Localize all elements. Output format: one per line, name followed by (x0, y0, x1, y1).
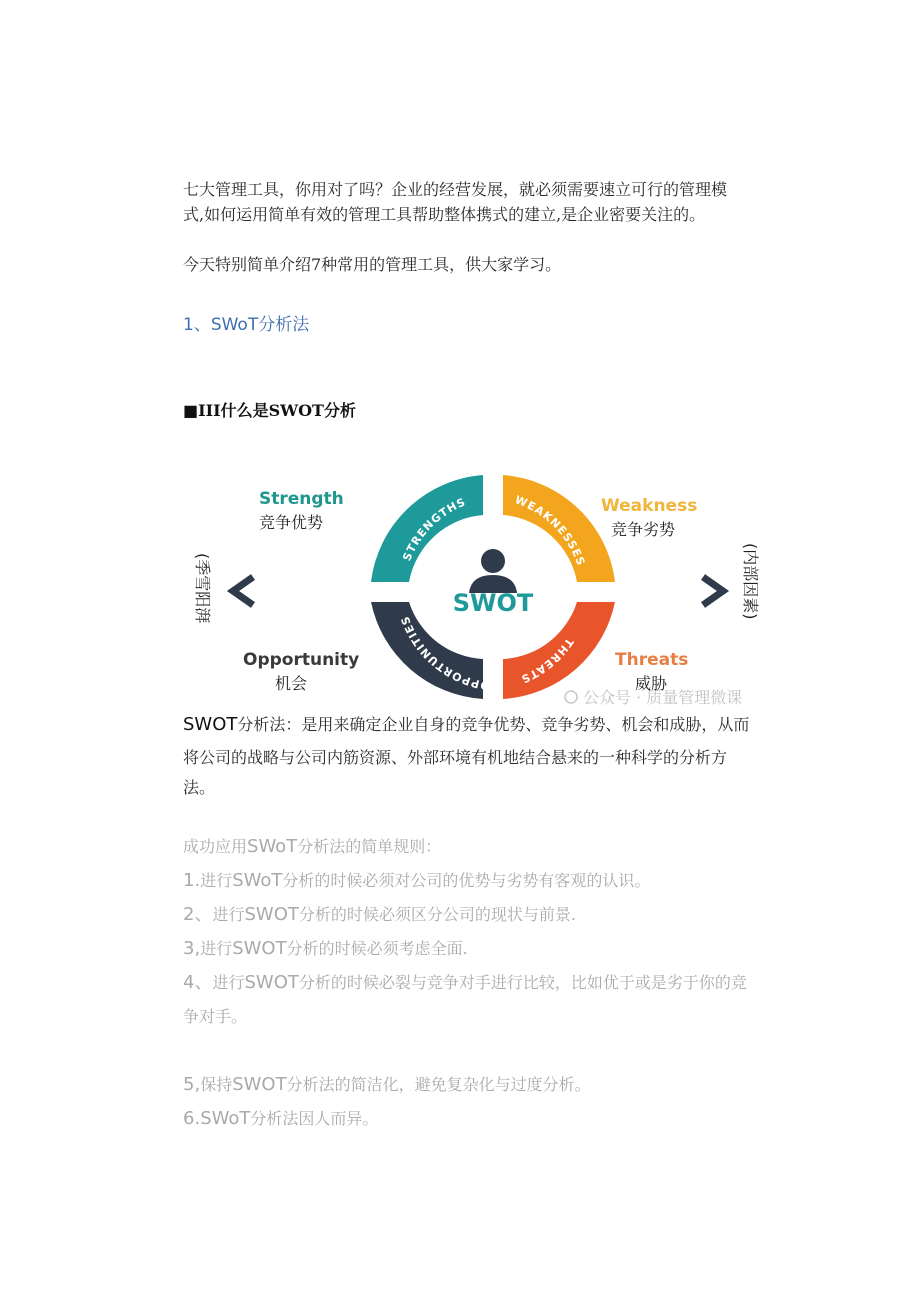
intro-line-1: 七大管理工具，你用对了吗？企业的经营发展，就必须需要速立可行的管理模 (183, 180, 728, 199)
right-vertical-label: (内部因素) (741, 543, 760, 620)
swot-center-label: SWOT (452, 589, 534, 617)
rule-item-1: 1.进行SWoT分析的时候必须对公司的优势与劣势有客观的认识。 (183, 870, 651, 891)
rule-item-2: 2、进行SWOT分析的时候必须区分公司的现状与前景. (183, 904, 576, 925)
left-vertical-label: (季雪阳湃 (193, 553, 212, 624)
rule-item-4: 4、进行SWOT分析的时候必裂与竞争对手进行比较，比如优于或是劣于你的竞 (183, 972, 747, 993)
definition-line-1-rest: 分析法：是用来确定企业自身的竞争优势、竞争劣势、机会和成胁，从而 (237, 715, 750, 734)
ring-label-opportunities: OPPORTUNITIES (398, 613, 491, 693)
intro-line-2: 式,如何运用简单有效的管理工具帮助整体携式的建立,是企业密要关注的。 (183, 205, 706, 224)
threats-en: Threats (615, 650, 689, 670)
section-1-title: 1、SWoT分析法 (183, 315, 310, 335)
rules-title: 成功应用SWoT分析法的简单规则： (183, 836, 442, 857)
rules-list (183, 830, 783, 1136)
strength-cn: 竞争优势 (259, 513, 324, 532)
rule-item-6: 6.SWoT分析法因人而异。 (183, 1108, 379, 1129)
watermark (565, 688, 742, 707)
chevron-right-icon (703, 577, 723, 605)
weakness-en: Weakness (601, 496, 698, 516)
intro-line-3: 今天特别简单介绍7种常用的管理工具，供大家学习。 (183, 255, 562, 274)
threats-cn: 威胁 (635, 674, 668, 693)
rule-item-3: 3,进行SWOT分析的时候必须考虑全面. (183, 938, 468, 959)
ring-label-weaknesses: WEAKNESSES (513, 493, 588, 568)
definition-lead: SWOT (183, 714, 238, 735)
opportunity-en: Opportunity (243, 650, 360, 670)
opportunity-cn: 机会 (275, 674, 308, 693)
watermark-text: 公众号 · 质量管理微课 (583, 688, 743, 707)
chevron-left-icon (233, 577, 253, 605)
swot-subheading: ■III什么是SWOT分析 (183, 401, 356, 420)
rule-item-5: 5,保持SWOT分析法的简洁化，避免复杂化与过度分析。 (183, 1074, 591, 1095)
definition-line-1 (183, 710, 783, 739)
person-icon (469, 549, 517, 593)
definition-line-3: 法。 (183, 778, 216, 797)
definition-line-2: 将公司的战略与公司内筋资源、外部环境有机地结合悬来的一种科学的分析方 (183, 748, 728, 767)
ring-label-threats: THREATS (518, 635, 576, 686)
ring-label-strengths: STRENGTHS (400, 495, 468, 563)
swot-diagram (183, 465, 793, 710)
rule-item-4-cont: 争对手。 (183, 1007, 248, 1026)
strength-en: Strength (259, 489, 344, 509)
weakness-cn: 竞争劣势 (611, 520, 676, 539)
